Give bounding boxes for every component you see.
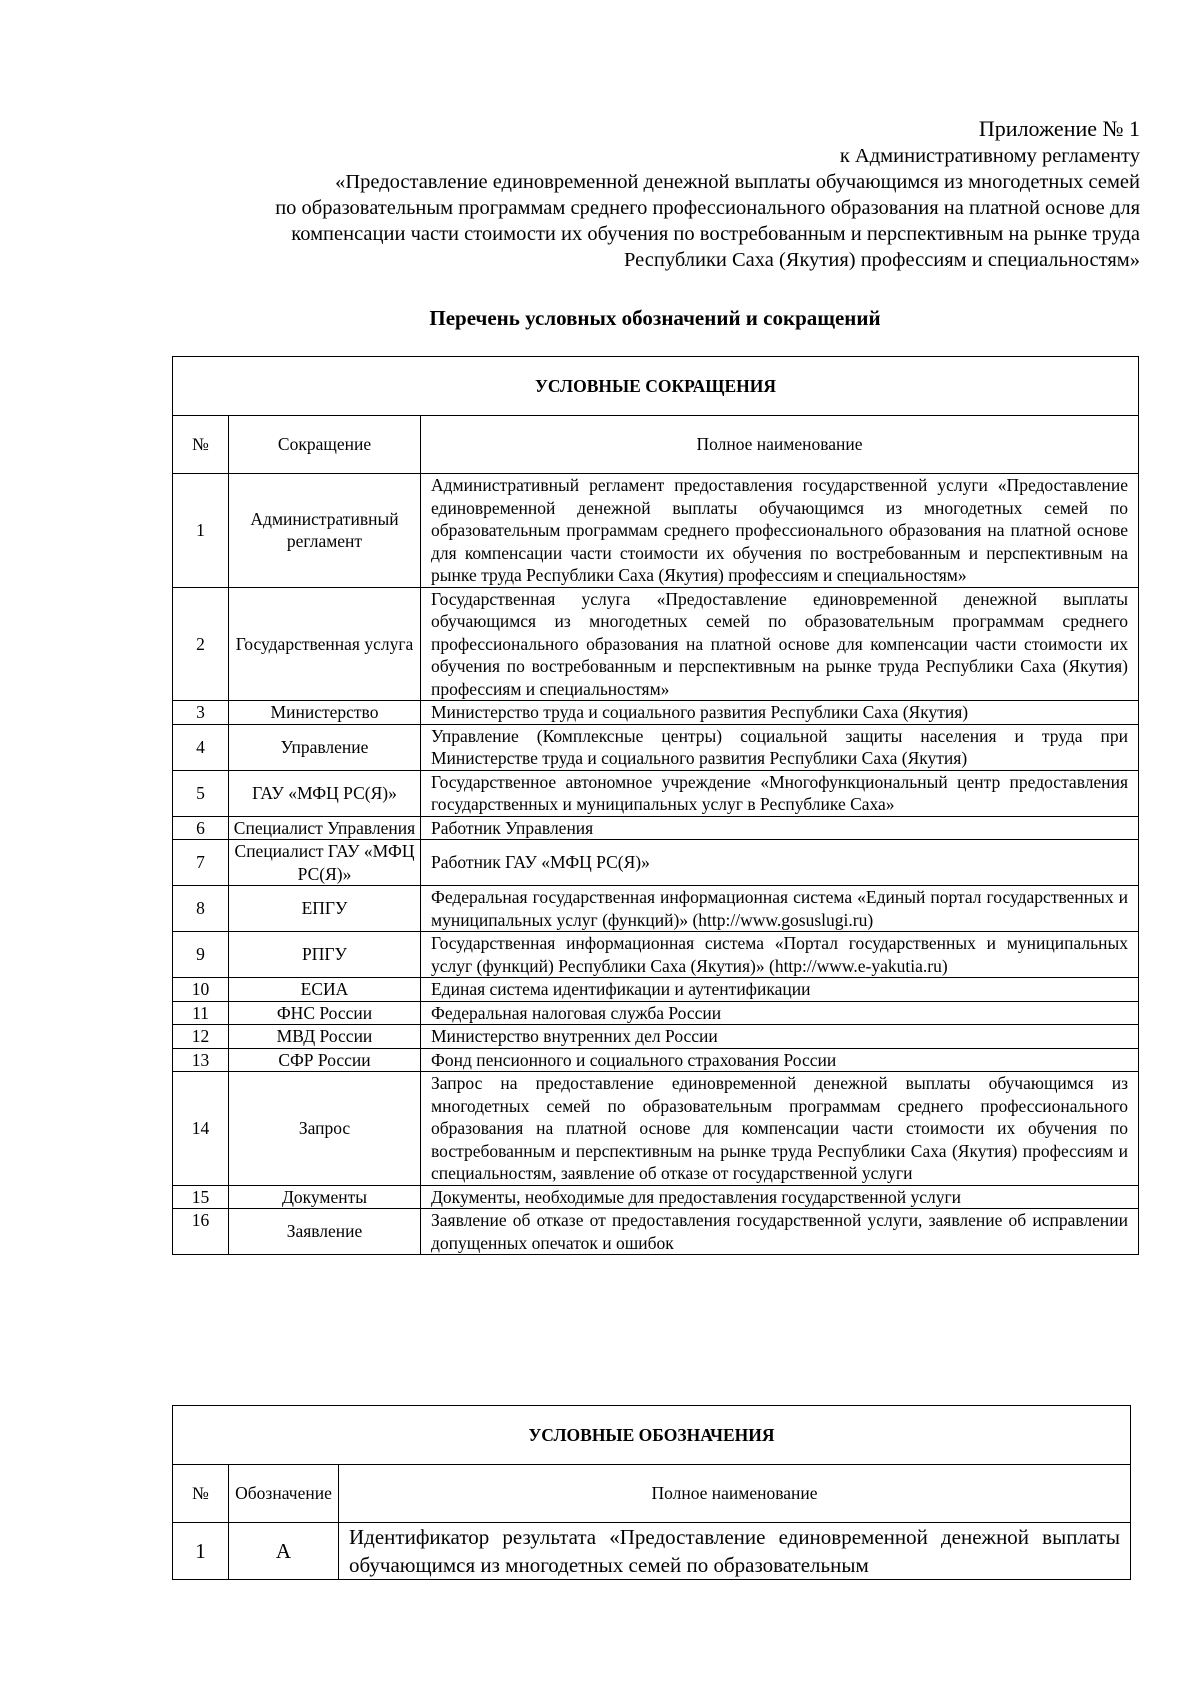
row-full-name: Заявление об отказе от предоставления государственной услуги, заявление об исправлении допущенных опечаток и ошибок <box>421 1209 1139 1255</box>
row-abbreviation: Министерство <box>229 701 421 725</box>
row-abbreviation: МВД России <box>229 1025 421 1049</box>
row-abbreviation: СФР России <box>229 1048 421 1072</box>
row-abbreviation: Документы <box>229 1185 421 1209</box>
table-row <box>173 932 1139 978</box>
row-full-name: Работник ГАУ «МФЦ РС(Я)» <box>421 840 1139 886</box>
table-row <box>173 1001 1139 1025</box>
header-line: «Предоставление единовременной денежной выплаты обучающимся из многодетных семей <box>335 171 1140 193</box>
table-row <box>173 840 1139 886</box>
row-abbreviation: ЕПГУ <box>229 886 421 932</box>
row-number: 6 <box>173 816 229 840</box>
row-full-name: Единая система идентификации и аутентификации <box>421 978 1139 1002</box>
row-abbreviation: ФНС России <box>229 1001 421 1025</box>
row-number: 11 <box>173 1001 229 1025</box>
column-header-full-name: Полное наименование <box>339 1465 1131 1523</box>
row-full-name: Управление (Комплексные центры) социальной защиты населения и труда при Министерстве труда и социального развития Республики Саха (Якутия) <box>421 724 1139 770</box>
row-abbreviation: Управление <box>229 724 421 770</box>
appendix-number: Приложение № 1 <box>978 116 1140 141</box>
row-full-name: Государственная услуга «Предоставление единовременной денежной выплаты обучающимся из многодетных семей по образовательным программам среднего профессионального образования на платной основе для компенсации части стоимости их обучения по востребованным и перспективным на рынке труда Республики Саха (Якутия) профессиям и специальностям» <box>421 587 1139 701</box>
abbreviations-caption-row <box>173 357 1139 416</box>
row-full-name: Министерство внутренних дел России <box>421 1025 1139 1049</box>
row-abbreviation: Запрос <box>229 1072 421 1186</box>
row-abbreviation: Специалист Управления <box>229 816 421 840</box>
row-number: 5 <box>173 770 229 816</box>
row-full-name: Федеральная налоговая служба России <box>421 1001 1139 1025</box>
table-row <box>173 1523 1131 1580</box>
table-row <box>173 886 1139 932</box>
row-number: 12 <box>173 1025 229 1049</box>
symbols-table <box>172 1405 1131 1580</box>
column-header-symbol: Обозначение <box>229 1465 339 1523</box>
row-full-name: Федеральная государственная информационная система «Единый портал государственных и муниципальных услуг (функций)» (http://www.gosuslugi.ru) <box>421 886 1139 932</box>
row-number: 15 <box>173 1185 229 1209</box>
row-full-name: Административный регламент предоставления государственной услуги «Предоставление единовременной денежной выплаты обучающимся из многодетных семей по образовательным программам среднего профессионального образования на платной основе для компенсации части стоимости их обучения по востребованным и перспективным на рынке труда Республики Саха (Якутия) профессиям и специальностям» <box>421 474 1139 588</box>
header-line: Республики Саха (Якутия) профессиям и специальностям» <box>624 249 1140 271</box>
row-abbreviation: ЕСИА <box>229 978 421 1002</box>
row-abbreviation: Государственная услуга <box>229 587 421 701</box>
header-line: компенсации части стоимости их обучения по востребованным и перспективным на рынке труда <box>291 223 1140 245</box>
row-number: 14 <box>173 1072 229 1186</box>
table-row <box>173 587 1139 701</box>
row-full-name: Фонд пенсионного и социального страхования России <box>421 1048 1139 1072</box>
table-row <box>173 978 1139 1002</box>
row-symbol: А <box>229 1523 339 1580</box>
row-number: 4 <box>173 724 229 770</box>
row-number: 16 <box>173 1209 229 1255</box>
row-abbreviation: Административный регламент <box>229 474 421 588</box>
row-number: 1 <box>173 1523 229 1580</box>
column-header-full-name: Полное наименование <box>421 416 1139 474</box>
row-full-name: Государственная информационная система «Портал государственных и муниципальных услуг (функций) Республики Саха (Якутия)» (http://www.e-yakutia.ru) <box>421 932 1139 978</box>
row-abbreviation: РПГУ <box>229 932 421 978</box>
symbols-header-row <box>173 1465 1131 1523</box>
document-title: Перечень условных обозначений и сокращений <box>429 306 881 330</box>
abbreviations-table <box>172 356 1139 1255</box>
row-number: 8 <box>173 886 229 932</box>
table-row <box>173 770 1139 816</box>
header-line: к Административному регламенту <box>839 145 1140 167</box>
row-full-name: Государственное автономное учреждение «Многофункциональный центр предоставления государственных и муниципальных услуг в Республике Саха» <box>421 770 1139 816</box>
table-row <box>173 1209 1139 1255</box>
abbreviations-caption: УСЛОВНЫЕ СОКРАЩЕНИЯ <box>173 357 1139 416</box>
row-full-name: Работник Управления <box>421 816 1139 840</box>
row-number: 13 <box>173 1048 229 1072</box>
table-row <box>173 701 1139 725</box>
table-row <box>173 1072 1139 1186</box>
row-number: 2 <box>173 587 229 701</box>
symbols-caption: УСЛОВНЫЕ ОБОЗНАЧЕНИЯ <box>173 1406 1131 1465</box>
table-row <box>173 816 1139 840</box>
table-row <box>173 1048 1139 1072</box>
row-number: 9 <box>173 932 229 978</box>
row-full-name: Запрос на предоставление единовременной денежной выплаты обучающимся из многодетных семей по образовательным программам среднего профессионального образования на платной основе для компенсации части стоимости их обучения по востребованным и перспективным на рынке труда Республики Саха (Якутия) профессиям и специальностям, заявление об отказе от государственной услуги <box>421 1072 1139 1186</box>
row-number: 7 <box>173 840 229 886</box>
table-row <box>173 724 1139 770</box>
column-header-number: № <box>173 1465 229 1523</box>
row-full-name: Документы, необходимые для предоставления государственной услуги <box>421 1185 1139 1209</box>
row-full-name: Идентификатор результата «Предоставление единовременной денежной выплаты обучающимся из многодетных семей по образовательным <box>339 1523 1131 1580</box>
table-row <box>173 1185 1139 1209</box>
column-header-abbreviation: Сокращение <box>229 416 421 474</box>
appendix-header <box>140 115 1140 273</box>
symbols-caption-row <box>173 1406 1131 1465</box>
abbreviations-header-row <box>173 416 1139 474</box>
row-number: 1 <box>173 474 229 588</box>
row-abbreviation: Специалист ГАУ «МФЦ РС(Я)» <box>229 840 421 886</box>
row-number: 10 <box>173 978 229 1002</box>
row-abbreviation: ГАУ «МФЦ РС(Я)» <box>229 770 421 816</box>
header-line: по образовательным программам среднего профессионального образования на платной основе для <box>275 197 1140 219</box>
row-number: 3 <box>173 701 229 725</box>
table-row <box>173 1025 1139 1049</box>
table-row <box>173 474 1139 588</box>
column-header-number: № <box>173 416 229 474</box>
row-abbreviation: Заявление <box>229 1209 421 1255</box>
row-full-name: Министерство труда и социального развития Республики Саха (Якутия) <box>421 701 1139 725</box>
